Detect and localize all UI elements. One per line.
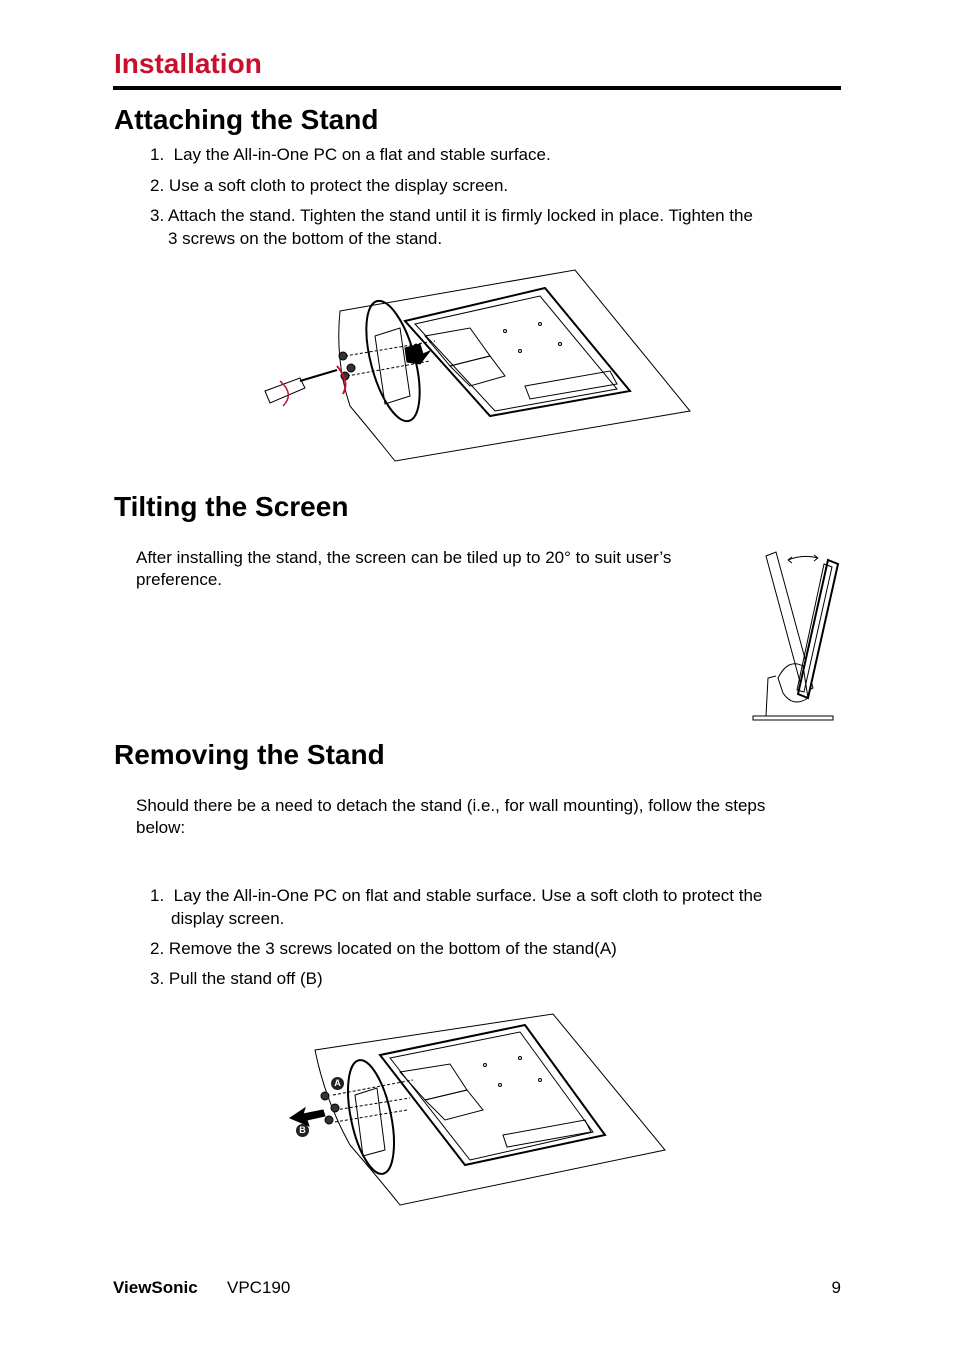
remove-intro: Should there be a need to detach the stand (i.e., for wall mounting), follow the steps below: [136,796,766,837]
attach-step-1: 1. Lay the All-in-One PC on a flat and stable surface. [150,145,551,164]
tilt-body: After installing the stand, the screen can be tiled up to 20° to suit user’s preference. [136,548,672,589]
remove-stand-illustration [285,1010,670,1210]
tilt-heading: Tilting the Screen [114,491,349,522]
attach-heading: Attaching the Stand [114,104,379,135]
remove-heading: Removing the Stand [114,739,385,770]
attach-step-2: 2. Use a soft cloth to protect the display screen. [150,176,509,195]
footer-brand: ViewSonic [113,1278,198,1297]
footer-model: VPC190 [227,1278,291,1297]
chapter-rule [113,86,841,90]
chapter-title: Installation [114,48,262,79]
callout-a-badge: A [331,1077,344,1090]
tilt-illustration [748,548,843,723]
remove-step-1: 1. Lay the All-in-One PC on flat and stable surface. Use a soft cloth to protect the display screen. [150,886,763,928]
callout-b-badge: B [296,1124,309,1137]
attach-stand-illustration [255,266,695,466]
remove-step-2: 2. Remove the 3 screws located on the bottom of the stand(A) [150,939,617,958]
attach-step-3: 3. Attach the stand. Tighten the stand until it is firmly locked in place. Tighten the 3 screws on the bottom of the stand. [150,206,753,248]
footer-page-number: 9 [831,1278,841,1297]
remove-step-3: 3. Pull the stand off (B) [150,969,323,988]
